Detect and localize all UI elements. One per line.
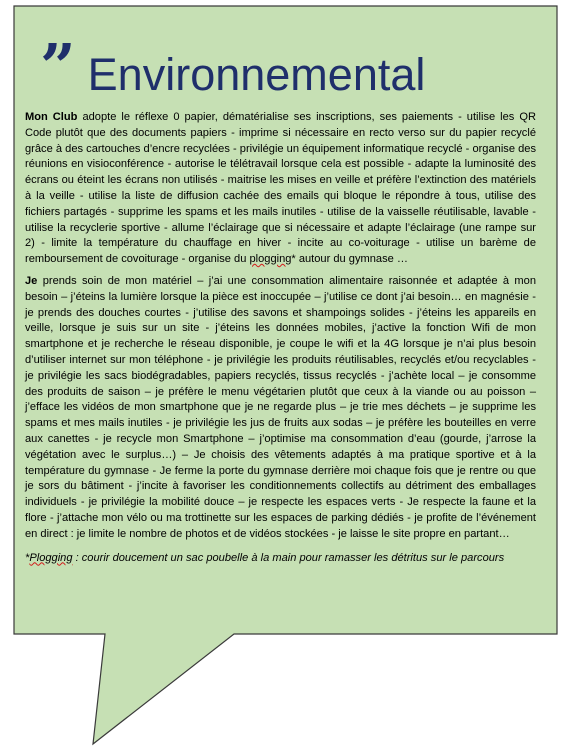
personal-lead: Je: [25, 274, 38, 287]
personal-text: prends soin de mon matériel – j’ai une consommation alimentaire raisonnée et adaptée à mon besoin – j’éteins la lumière lorsque la pièce est inoccupée – j’utilise ce dont j’ai besoin… en magnésie - je prends des douches courtes - j’utilise des savons et shampoings solides - j’éteins les appareils en veille, lorsque je suis sur un site - j’éteins les données mobiles, j’active la fonction Wifi de mon smartphone et je recherche le réseau disponible, je coupe le wifi et la 4G lorsque je n’ai plus besoin d’utiliser internet sur mon téléphone - je privilégie les produits réutilisables, recyclés et/ou recyclables - je privilégie les sacs biodégradables, papiers recyclés, tissus recyclés - j’achète local – je consomme des produits de saison – je préfère le menu végétarien plutôt que ceux à la viande ou au poisson – j’efface les vidéos de mon smartphone que je ne regarde plus – je trie mes déchets – je supprime les spams et mes mails inutiles - je privilégie les jus de fruits aux sodas – je préfère les bouteilles en verre aux canettes - je recycle mon Smartphone – j’optimise ma consommation d’eau (gourde, j’arrose la végétation avec le surplus…) – Je choisis des vêtements adaptés à ma pratique sportive et à la température du gymnase - Je ferme la porte du gymnase derrière moi chaque fois que je rentre ou que je sors du bâtiment - j’incite à favoriser les conditionnements collectifs au détriment des emballages individuels - je privilégie la mobilité douce – je respecte les espaces verts - Je respecte la faune et la flore - j’attache mon vélo ou ma trottinette sur les espaces de parking dédiés - je profite de l’événement en direct : je limite le nombre de photos et de vidéos stockées - je laisse le site propre en partant…: [25, 274, 536, 540]
footnote-text: : courir doucement un sac poubelle à la main pour ramasser les détritus sur le parcours: [72, 551, 505, 564]
club-paragraph: [25, 110, 536, 268]
quote-marks-icon: ”: [40, 30, 70, 103]
personal-paragraph: [25, 274, 536, 543]
plogging-word: plogging: [249, 253, 292, 266]
footnote-star: *: [25, 551, 30, 564]
club-text-end: * autour du gymnase …: [291, 253, 408, 266]
footnote: [25, 551, 536, 567]
club-text: adopte le réflexe 0 papier, dématérialise ses inscriptions, ses paiements - utilise les QR Code plutôt que des documents papiers - imprime si nécessaire en recto verso sur du papier recyclé grâce à des cartouches d’encre recyclées - privilégie un équipement informatique recyclé - organise des réunions en visioconférence - autorise le télétravail lorsque cela est possible - adapte la luminosité des écrans ou éteint les écrans non utilisés - maitrise les mises en veille et préfère l’extinction des matériels à la veille - utilise la liste de diffusion cachée des emails qui bloque le répondre à tous, utilise des fichiers partagés - supprime les spams et les mails inutiles - utilise de la vaisselle réutilisable, lavable - utilise la recyclerie sportive - allume l’éclairage que si nécessaire et adapte l’éclairage (une rampe sur 2) - limite la température du chauffage en hiver - incite au co-voiturage - utilise un barème de remboursement de covoiturage - organise du: [25, 111, 536, 266]
page-title: Environnemental: [87, 48, 426, 100]
title-row: [40, 6, 536, 106]
club-lead: Mon Club: [25, 111, 78, 123]
footnote-term: Plogging: [29, 551, 73, 564]
bubble-content: [14, 6, 546, 634]
